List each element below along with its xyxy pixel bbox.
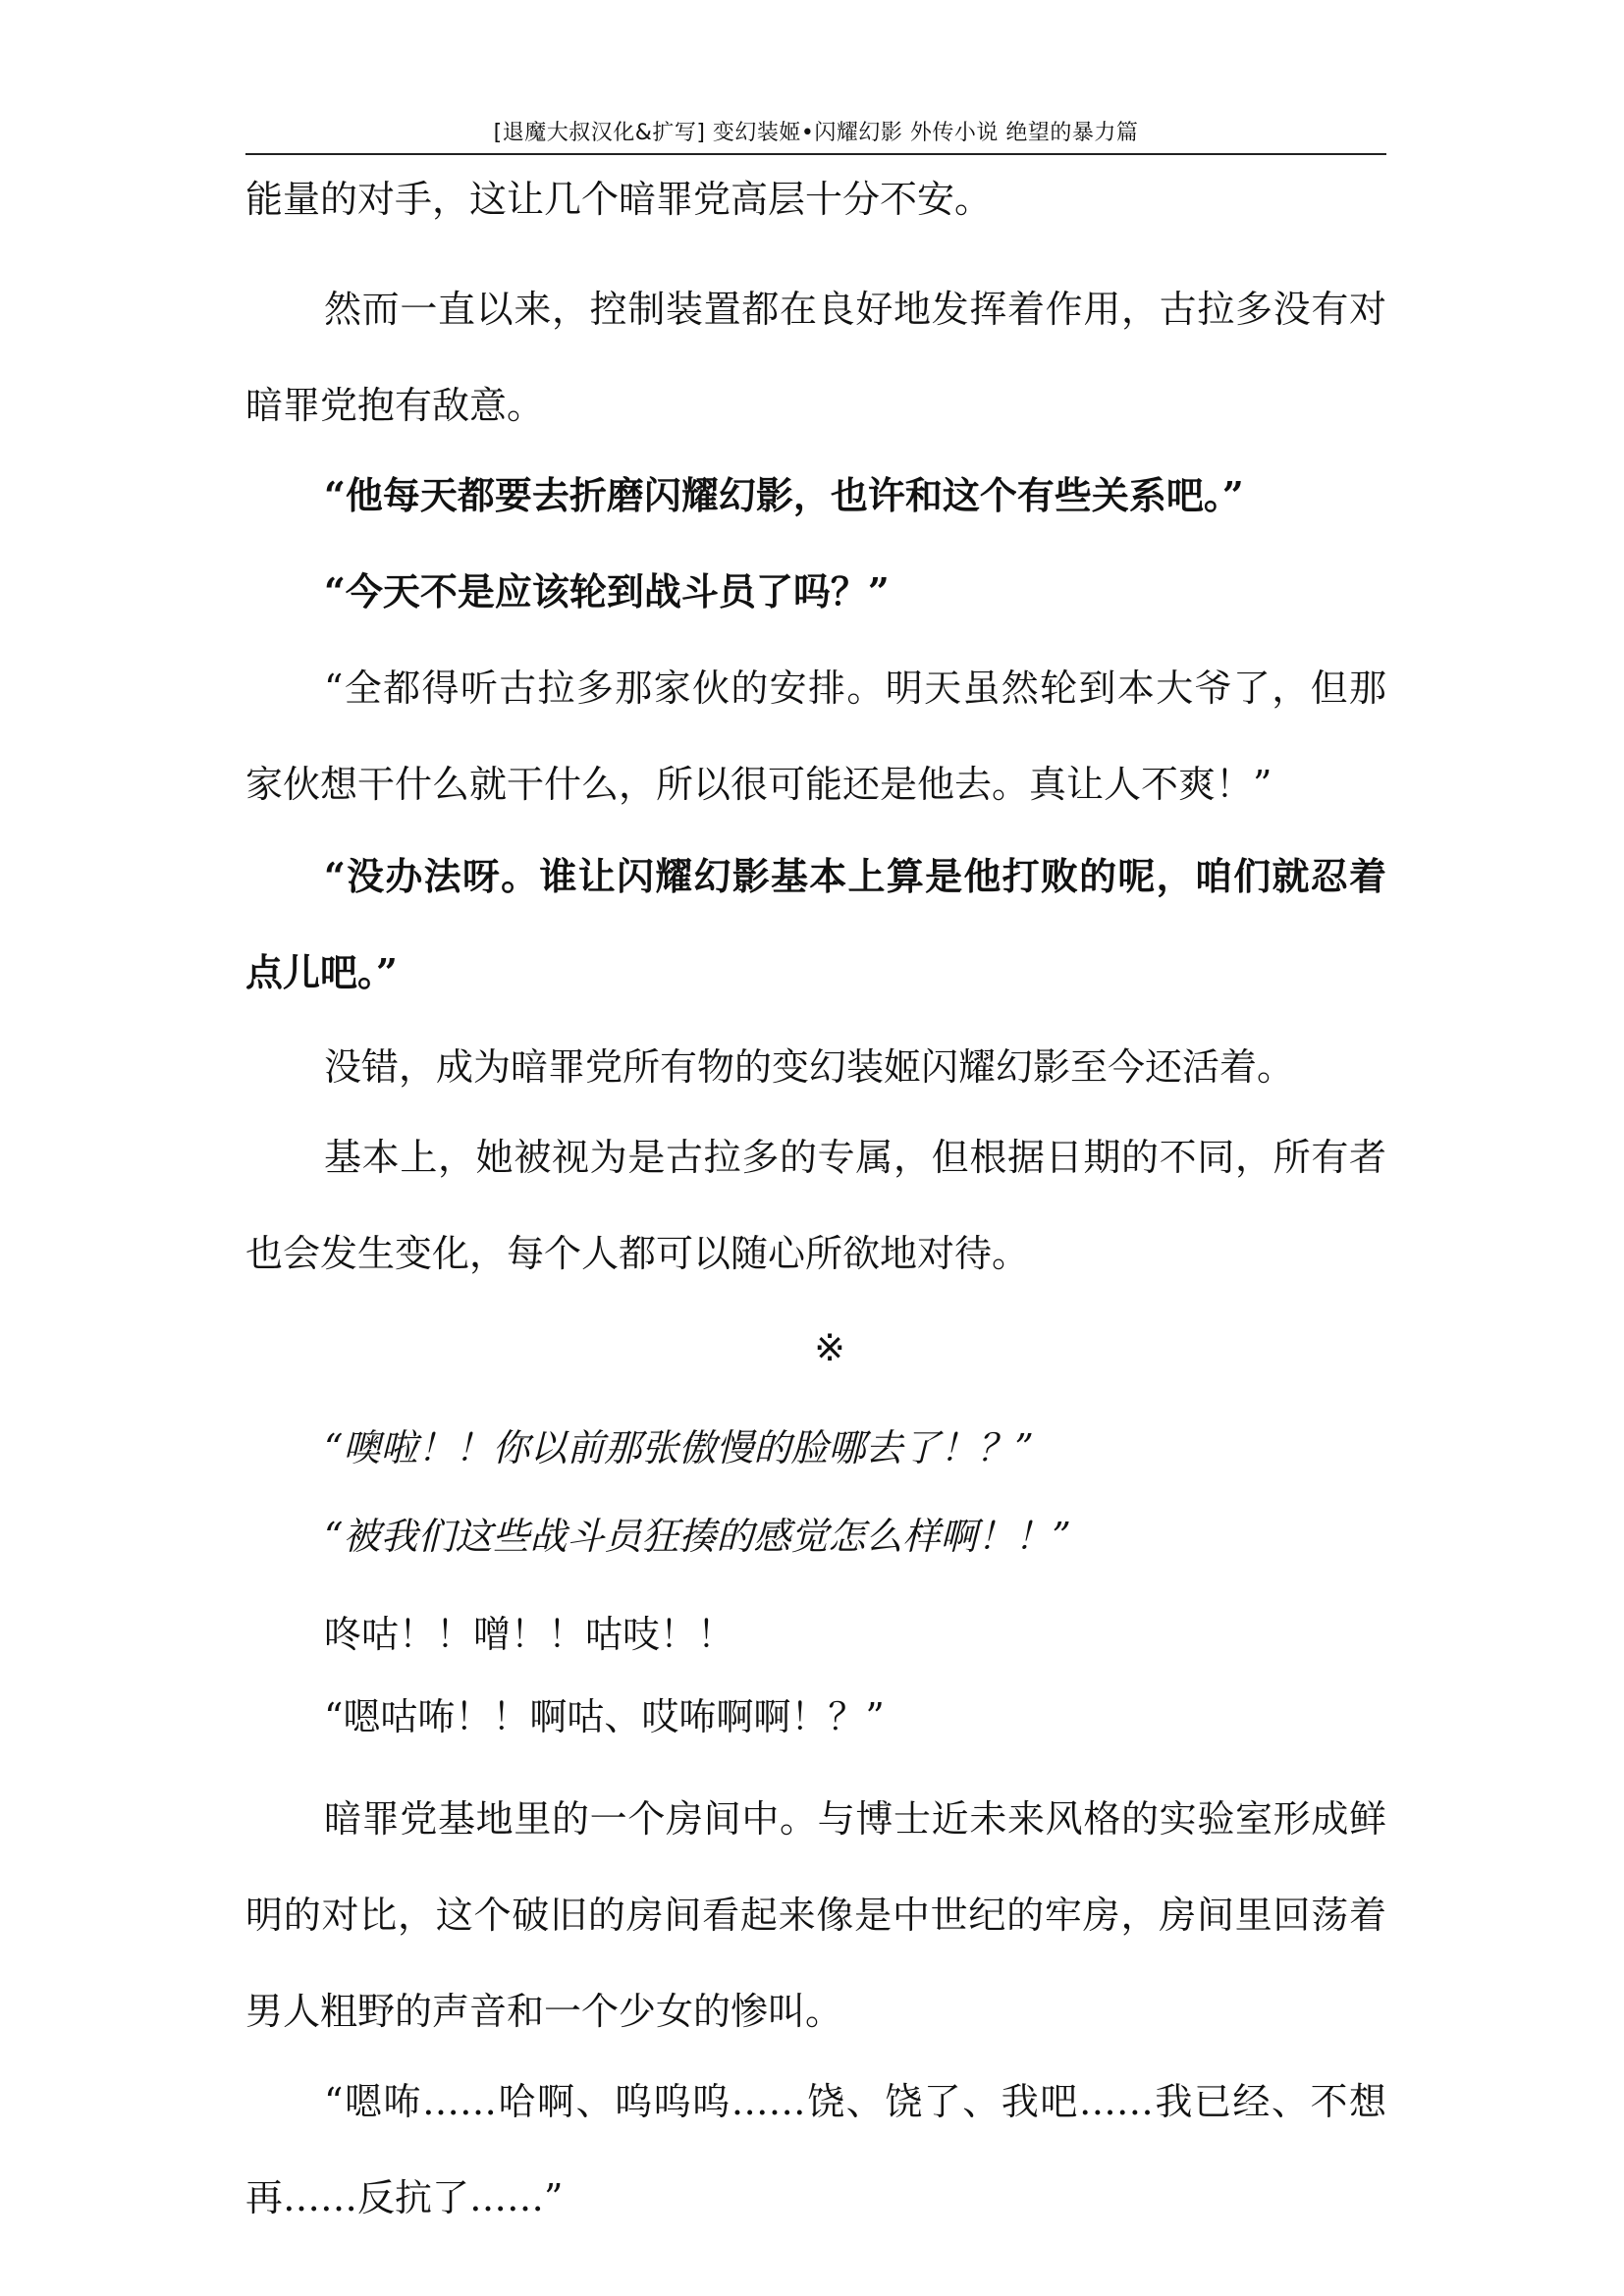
paragraph: 能量的对手，这让几个暗罪党高层十分不安。 [245,178,993,221]
dialogue-line: “今天不是应该轮到战斗员了吗？” [324,569,890,614]
dialogue-line: “他每天都要去折磨闪耀幻影，也许和这个有些关系吧。” [324,473,1244,517]
dialogue-line: “噢啦！！你以前那张傲慢的脸哪去了！？” [324,1426,1034,1469]
header-title: [退魔大叔汉化&扩写] 变幻装姬•闪耀幻影 外传小说 绝望的暴力篇 [493,121,1139,145]
dialogue-line: “没办法呀。谁让闪耀幻影基本上算是他打败的呢，咱们就忍着点儿吧。” [245,854,1386,994]
body-text [245,175,1386,2246]
sound-effect-line: 咚咕！！噌！！咕吱！！ [324,1613,735,1656]
dialogue-line: “嗯咕咘！！啊咕、哎咘啊啊！？” [324,1695,885,1738]
dialogue-line: “被我们这些战斗员狂揍的感觉怎么样啊！！” [324,1515,1071,1558]
section-separator: ※ [814,1326,845,1369]
paragraph: 暗罪党基地里的一个房间中。与博士近未来风格的实验室形成鲜明的对比，这个破旧的房间看起来像是中世纪的牢房，房间里回荡着男人粗野的声音和一个少女的惨叫。 [245,1797,1386,2033]
paragraph: 没错，成为暗罪党所有物的变幻装姬闪耀幻影至今还活着。 [324,1045,1295,1089]
dialogue-line: “嗯咘……哈啊、呜呜呜……饶、饶了、我吧……我已经、不想再……反抗了……” [245,2080,1386,2219]
paragraph: 基本上，她被视为是古拉多的专属，但根据日期的不同，所有者也会发生变化，每个人都可以随心所欲地对待。 [245,1136,1386,1275]
dialogue-line: “全都得听古拉多那家伙的安排。明天虽然轮到本大爷了，但那家伙想干什么就干什么，所以很可能还是他去。真让人不爽！” [245,667,1386,806]
paragraph: 然而一直以来，控制装置都在良好地发挥着作用，古拉多没有对暗罪党抱有敌意。 [245,288,1386,427]
page-header [245,114,1386,155]
